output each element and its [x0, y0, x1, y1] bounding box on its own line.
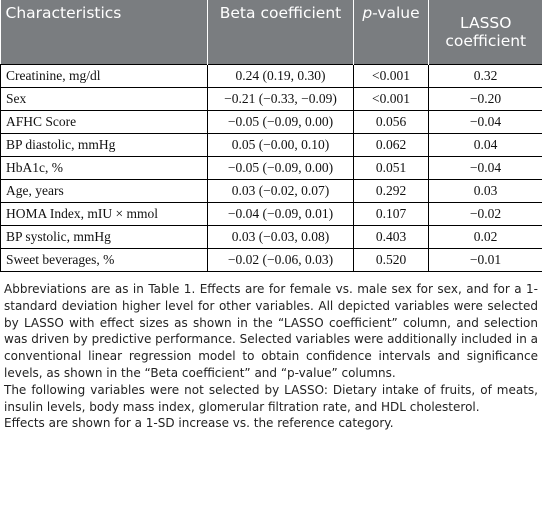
cell-lasso: −0.04 — [429, 157, 542, 180]
header-p-rest: -value — [372, 4, 420, 22]
cell-lasso: −0.04 — [429, 111, 542, 134]
cell-p-value: 0.056 — [354, 111, 429, 134]
cell-lasso: 0.04 — [429, 134, 542, 157]
cell-beta: 0.03 (−0.03, 0.08) — [208, 226, 354, 249]
cell-p-value: 0.292 — [354, 180, 429, 203]
cell-characteristic: Sweet beverages, % — [1, 249, 208, 272]
header-beta-coefficient: Beta coefficient — [208, 0, 354, 65]
cell-characteristic: Sex — [1, 88, 208, 111]
header-p-value — [354, 0, 429, 65]
cell-p-value: 0.062 — [354, 134, 429, 157]
cell-beta: 0.24 (0.19, 0.30) — [208, 65, 354, 88]
cell-beta: 0.05 (−0.00, 0.10) — [208, 134, 354, 157]
cell-p-value: 0.403 — [354, 226, 429, 249]
cell-p-value: 0.051 — [354, 157, 429, 180]
cell-beta: −0.02 (−0.06, 0.03) — [208, 249, 354, 272]
table-row — [1, 203, 542, 226]
cell-p-value: 0.107 — [354, 203, 429, 226]
cell-characteristic: HOMA Index, mIU × mmol — [1, 203, 208, 226]
cell-characteristic: BP systolic, mmHg — [1, 226, 208, 249]
table-row — [1, 226, 542, 249]
cell-lasso: 0.32 — [429, 65, 542, 88]
cell-lasso: −0.02 — [429, 203, 542, 226]
cell-lasso: 0.02 — [429, 226, 542, 249]
cell-p-value: <0.001 — [354, 88, 429, 111]
cell-characteristic: HbA1c, % — [1, 157, 208, 180]
header-characteristics: Characteristics — [1, 0, 208, 65]
table-row — [1, 88, 542, 111]
cell-beta: −0.05 (−0.09, 0.00) — [208, 111, 354, 134]
cell-characteristic: BP diastolic, mmHg — [1, 134, 208, 157]
table-row — [1, 111, 542, 134]
cell-characteristic: AFHC Score — [1, 111, 208, 134]
footnote-effects: Effects are shown for a 1-SD increase vs. the reference category. — [4, 416, 394, 431]
cell-lasso: 0.03 — [429, 180, 542, 203]
cell-beta: −0.21 (−0.33, −0.09) — [208, 88, 354, 111]
table-row — [1, 65, 542, 88]
table-row — [1, 180, 542, 203]
table-row — [1, 157, 542, 180]
footnote-not-selected: The following variables were not selected by LASSO: Dietary intake of fruits, of meats, insulin levels, body mass index, glomerular filtration rate, and HDL cholesterol. — [4, 382, 538, 414]
cell-p-value: 0.520 — [354, 249, 429, 272]
cell-characteristic: Creatinine, mg/dl — [1, 65, 208, 88]
footnote-abbreviations: Abbreviations are as in Table 1. Effects are for female vs. male sex for sex, and for a 1-standard deviation higher level for other variables. All depicted variables were selected by LASSO with effect sizes as shown in the “LASSO coefficient” column, and selection was driven by predictive performance. Selected variables were additionally included in a conventional linear regression model to obtain confidence intervals and significance levels, as shown in the “Beta coefficient” and “p-value” columns. — [4, 282, 538, 380]
cell-p-value: <0.001 — [354, 65, 429, 88]
cell-lasso: −0.01 — [429, 249, 542, 272]
cell-beta: 0.03 (−0.02, 0.07) — [208, 180, 354, 203]
table-footnotes — [0, 272, 542, 432]
cell-beta: −0.05 (−0.09, 0.00) — [208, 157, 354, 180]
cell-beta: −0.04 (−0.09, 0.01) — [208, 203, 354, 226]
cell-characteristic: Age, years — [1, 180, 208, 203]
header-lasso-coefficient: LASSO coefficient — [429, 0, 542, 65]
cell-lasso: −0.20 — [429, 88, 542, 111]
header-p-italic: p — [362, 4, 373, 22]
table-row — [1, 249, 542, 272]
table-row — [1, 134, 542, 157]
header-row — [1, 0, 542, 65]
table-body — [1, 65, 542, 272]
